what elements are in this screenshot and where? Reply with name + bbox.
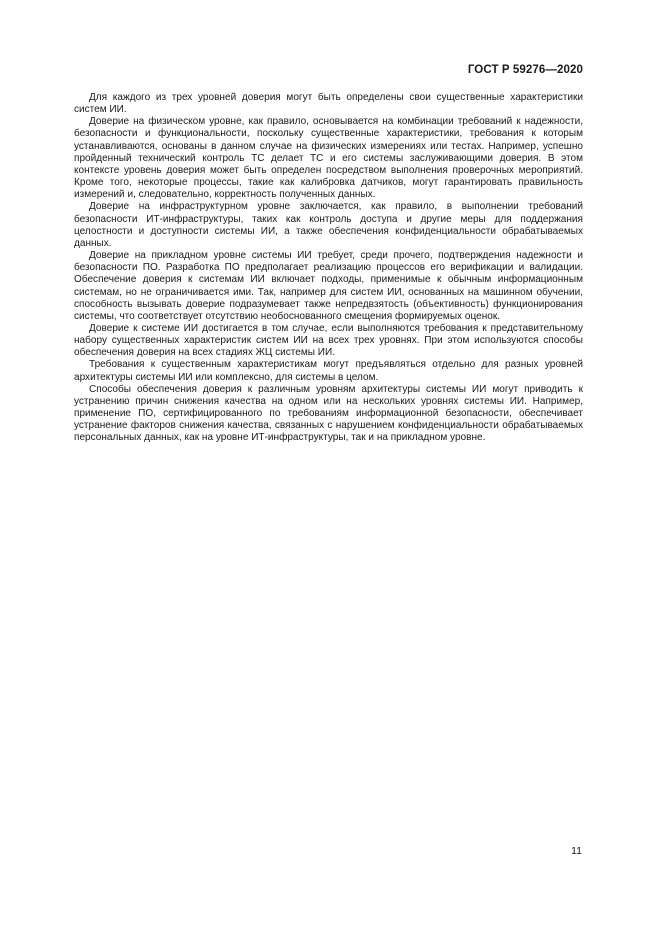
page-number: 11 [571,845,582,857]
paragraph-trust-levels-intro: Для каждого из трех уровней доверия могут быть определены свои существенные характеристики систем ИИ. [74,92,583,116]
paragraph-ai-system-trust: Доверие к системе ИИ достигается в том случае, если выполняются требования к представительному набору существенных характеристик систем ИИ на всех трех уровнях. При этом используются способы обеспечения доверия на всех стадиях ЖЦ системы ИИ. [74,322,583,359]
paragraph-physical-level: Доверие на физическом уровне, как правило, основывается на комбинации требований к надежности, безопасности и функциональности, поскольку существенные характеристики, требования к которым устанавливаются, основаны в данном случае на физических измерениях или тестах. Например, успешно пройденный технический контроль ТС делает ТС и его системы заслуживающими доверия. В этом контексте уровень доверия может быть определен посредством выполнения проверочных мероприятий. Кроме того, некоторые процессы, такие как калибровка датчиков, могут гарантировать правильность измерений и, следовательно, корректность полученных данных. [74,116,583,201]
paragraph-characteristics-requirements: Требования к существенным характеристикам могут предъявляться отдельно для разных уровней архитектуры системы ИИ или комплексно, для системы в целом. [74,359,583,383]
paragraph-infrastructure-level: Доверие на инфраструктурном уровне заключается, как правило, в выполнении требований безопасности ИТ-инфраструктуры, таких как контроль доступа и другие меры для поддержания целостности и доступности системы ИИ, а также обеспечения конфиденциальности обрабатываемых данных. [74,201,583,249]
paragraph-application-level: Доверие на прикладном уровне системы ИИ требует, среди прочего, подтверждения надежности и безопасности ПО. Разработка ПО предполагает реализацию процессов его верификации и валидации. Обеспечение доверия к системам ИИ включает подходы, применимые к обычным информационным системам, но не ограничивается ими. Так, например для систем ИИ, основанных на машинном обучении, способность вызывать доверие подразумевает также непредвзятость (объективность) функционирования системы, что соответствует отсутствию необоснованного смещения формируемых оценок. [74,250,583,322]
paragraph-trust-methods: Способы обеспечения доверия к различным уровням архитектуры системы ИИ могут приводить к устранению причин снижения качества на одном или на нескольких уровнях системы ИИ. Например, применение ПО, сертифицированного по требованиям информационной безопасности, обеспечивает устранение факторов снижения качества, связанных с нарушением конфиденциальности обрабатываемых персональных данных, как на уровне ИТ-инфраструктуры, так и на прикладном уровне. [74,383,583,444]
document-standard-number: ГОСТ Р 59276—2020 [467,64,583,76]
document-body [74,92,583,445]
